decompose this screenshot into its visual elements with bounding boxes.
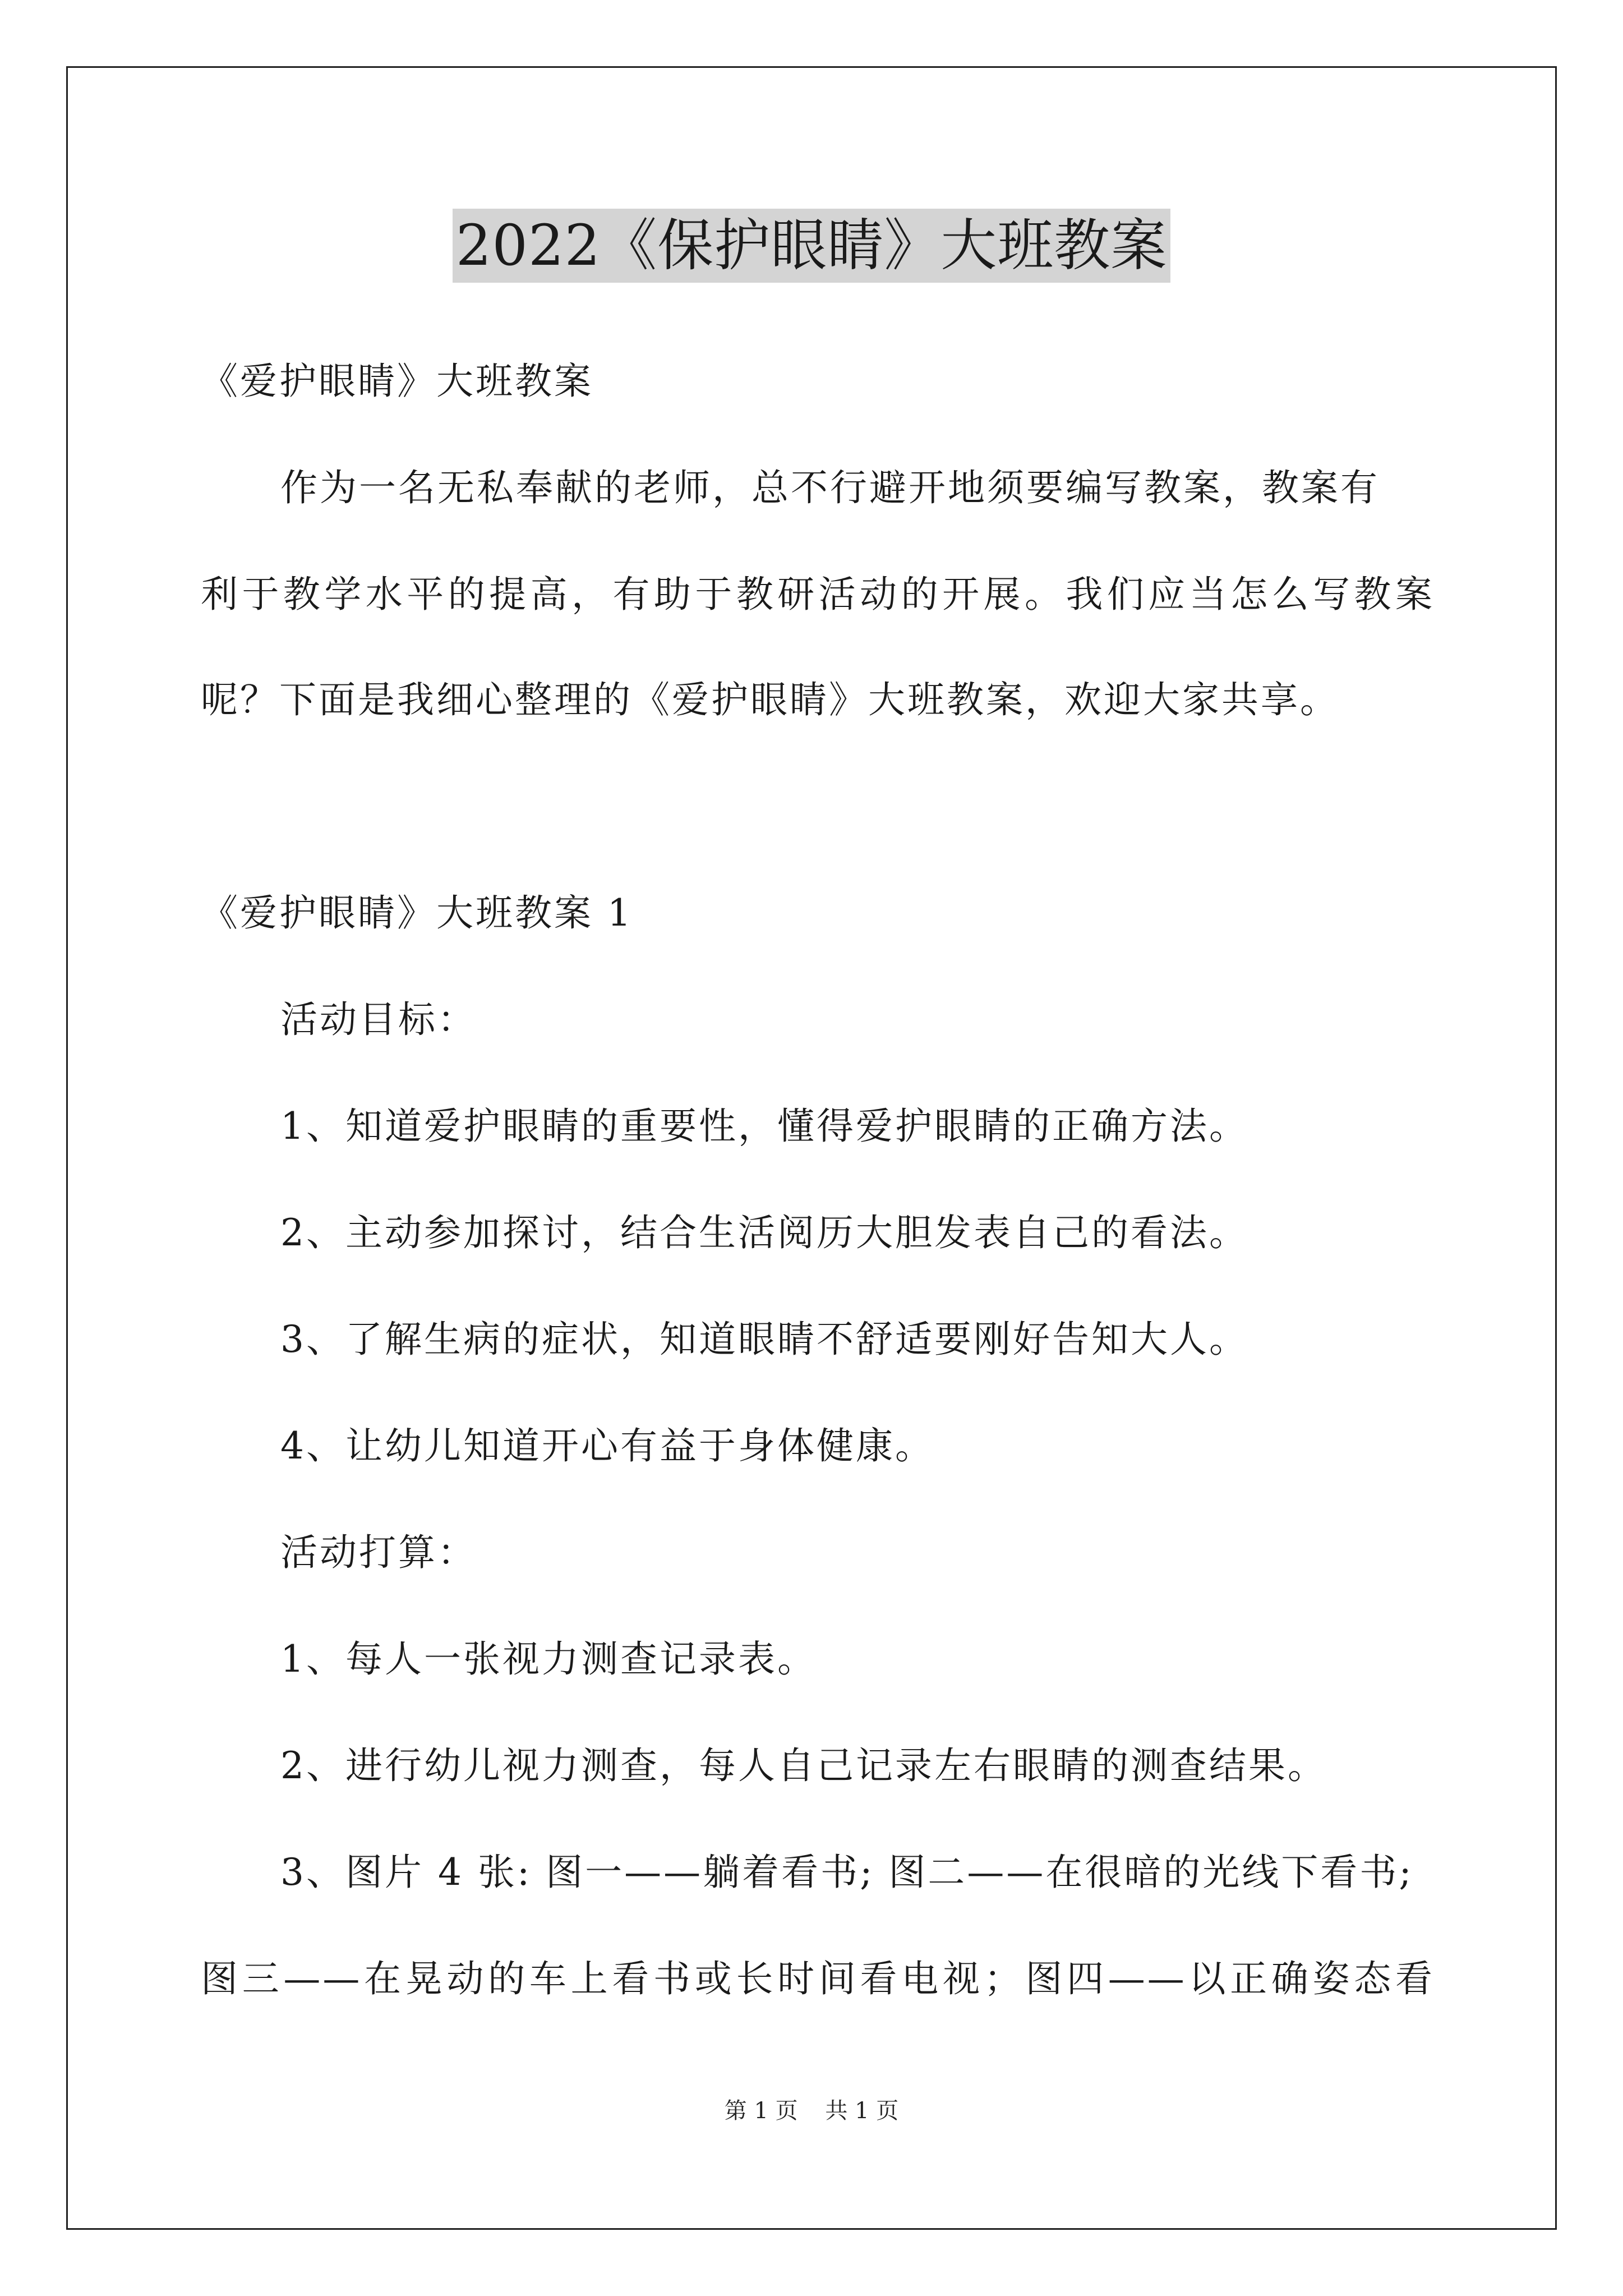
intro-line-1: 作为一名无私奉献的老师，总不行避开地须要编写教案，教案有 xyxy=(280,466,1380,509)
intro-line-3: 呢？下面是我细心整理的《爱护眼睛》大班教案，欢迎大家共享。 xyxy=(201,678,1339,721)
intro-line-2: 利于教学水平的提高，有助于教研活动的开展。我们应当怎么写教案 xyxy=(201,573,1435,616)
prep-item: 2、进行幼儿视力测查，每人自己记录左右眼睛的测查结果。 xyxy=(280,1744,1327,1787)
document-title: 2022《保护眼睛》大班教案 xyxy=(453,209,1171,283)
subtitle: 《爱护眼睛》大班教案 xyxy=(201,360,593,403)
prep-item: 3、图片 4 张: 图一——躺着看书; 图二——在很暗的光线下看书; xyxy=(280,1851,1414,1894)
page-number-total: 共 1 页 xyxy=(825,2098,899,2124)
goal-item: 4、让幼儿知道开心有益于身体健康。 xyxy=(280,1424,934,1467)
goal-item: 2、主动参加探讨，结合生活阅历大胆发表自己的看法。 xyxy=(280,1211,1248,1254)
goals-heading: 活动目标： xyxy=(280,998,477,1041)
goal-item: 3、了解生病的症状，知道眼睛不舒适要刚好告知大人。 xyxy=(280,1318,1248,1361)
prep-item: 1、每人一张视力测查记录表。 xyxy=(280,1637,817,1681)
page-footer xyxy=(0,2097,1623,2125)
page-number-current: 第 1 页 xyxy=(724,2098,798,2124)
prep-item-continued: 图三——在晃动的车上看书或长时间看电视；图四——以正确姿态看 xyxy=(201,1957,1435,2000)
title-container xyxy=(0,209,1623,283)
prep-heading: 活动打算： xyxy=(280,1531,477,1574)
section-heading: 《爱护眼睛》大班教案 1 xyxy=(201,891,633,935)
goal-item: 1、知道爱护眼睛的重要性，懂得爱护眼睛的正确方法。 xyxy=(280,1105,1248,1148)
